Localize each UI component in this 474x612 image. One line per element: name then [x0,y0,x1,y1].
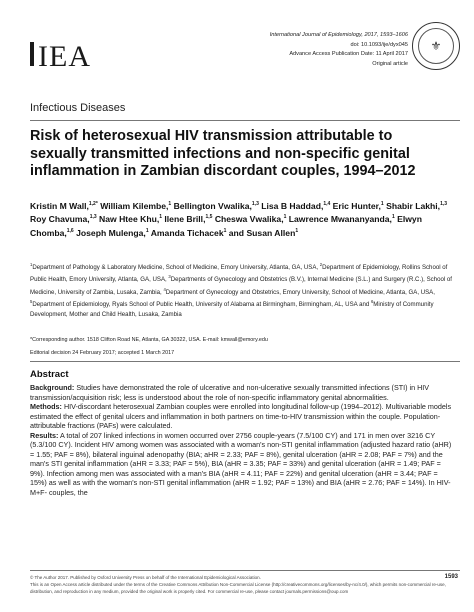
author-name: and Susan Allen [228,227,296,238]
abstract-divider [30,361,460,362]
affiliation-marker: 6 [370,299,374,305]
background-text: Studies have demonstrated the role of ulcerative and non-ulcerative sexually transmitted infections (STI) in HIV transmission/acquisition risk; less is understood about the role of non-specific inflammatory genital abnormalities. [30,383,430,402]
author-affiliation-marker: 1,2* [88,201,98,207]
author-affiliation-marker: 1 [159,214,162,221]
affiliation-marker: 1 [30,262,33,267]
license-text: This is an Open Access article distributed under the terms of the Creative Commons Attribution Non-Commercial License (http://creativecommons.org/licenses/by-nc/4.0/), which permits non-commercial re-use, distribution, and reproduction in any medium, provided the original work is properly cited. For commercial re-use, please contact journals.permissions@oup.com [30,582,446,595]
author-affiliation-marker: 1,5 [205,214,213,221]
university-seal-icon: ⚜ [412,22,460,70]
author-affiliation-marker: 1,6 [66,227,74,234]
abstract-background [30,383,455,402]
author-affiliation-marker: 1,3 [89,214,97,221]
affiliation-text: Departments of Gynecology and Obstetrics (B.V.), Internal Medicine (S.L.) and Surgery (R.C.), School of Medicine, University of Zambia, Lusaka, Zambia, [30,276,452,296]
author-name: Elwyn Chomba, [30,214,422,238]
doi[interactable]: doi: 10.1093/ije/dyx045 [350,41,408,48]
affiliation-marker: 4 [163,286,166,292]
affiliation-text: Ministry of Community Development, Mother and Child Health, Lusaka, Zambia [30,301,434,318]
section-divider [30,120,460,121]
results-text: A total of 207 linked infections in women occurred over 2756 couple-years (7.5/100 CY) and 171 in men over 3216 CY (5.3/100 CY). Incident HIV among women was associated with a woman's non-STI genital inflammation (adjusted hazard ratio (aHR) = 1.55; PAF = 8%), bilateral inguinal adenopathy (BIA; aHR = 2.33; PAF = 8%), genital ulceration (aHR = 2.08; PAF = 7%) and the man's STI genital inflammation (aHR = 3.33; PAF = 5%), BIA (aHR = 3.35; PAF = 33%) and genital ulceration (aHR = 1.49; PAF = 9%). Infection among men was associated with a man's BIA (aHR = 4.11; PAF = 22%) and genital ulceration (aHR = 3.44; PAF = 15%) as well as with the woman's non-STI genital inflammation (aHR = 1.92; PAF = 13%) and BIA (aHR = 2.76; PAF = 14%). In HIV-M+F- couples, the [30,430,452,497]
author-name: Amanda Tichacek [150,227,224,238]
author-name: Shabir Lakhi, [386,200,441,211]
abstract-body [30,383,455,497]
author-affiliation-marker: 1 [223,227,227,234]
author-name: Lawrence Mwananyanda, [288,214,392,225]
results-label: Results: [30,430,59,440]
background-label: Background: [30,383,75,392]
author-affiliation-marker: 1 [145,227,149,234]
author-name: Bellington Vwalika, [173,200,252,211]
journal-info [188,31,408,69]
journal-name: International Journal of Epidemiology, 2017, 1593–1606 [269,32,408,38]
affiliations [30,260,458,319]
affiliation-text: Department of Epidemiology, Rollins School of Public Health, Emory University, Atlanta, GA, USA, [30,264,448,284]
copyright: © The Author 2017. Published by Oxford University Press on behalf of the International Epidemiological Association. [30,575,261,580]
author-name: Joseph Mulenga, [76,227,146,238]
author-name: Kristin M Wall, [30,200,89,211]
author-name: Lisa B Haddad, [261,200,324,211]
author-name: William Kilembe, [100,200,169,211]
journal-logo [30,40,91,74]
author-affiliation-marker: 1 [168,201,172,207]
author-affiliation-marker: 1 [295,227,299,234]
author-affiliation-marker: 1 [391,214,395,221]
section-label: Infectious Diseases [30,102,126,114]
author-list [30,199,450,239]
author-name: Roy Chavuma, [30,214,90,225]
corresponding-author: *Corresponding author. 1518 Clifton Road NE, Atlanta, GA 30322, USA. E-mail: kmwall@emory.edu [30,337,268,343]
affiliation-text: Department of Pathology & Laboratory Medicine, School of Medicine, Emory University, Atlanta, GA, USA, [32,264,320,272]
affiliation-marker: 5 [30,299,33,305]
author-affiliation-marker: 1 [380,201,384,207]
author-name: Ilene Brill, [164,214,206,225]
abstract-heading: Abstract [30,369,69,380]
affiliation-marker: 2 [319,262,323,267]
advance-access-date: Advance Access Publication Date: 11 April 2017 [289,51,408,57]
editorial-decision: Editorial decision 24 February 2017; accepted 1 March 2017 [30,350,175,356]
methods-text: HIV-discordant heterosexual Zambian couples were enrolled into longitudinal follow-up (1994–2012). Multivariable models estimated the effect of genital ulcers and inflammation in both partners on time-to-HIV transmission within the couple. Population-attributable fractions (PAFs) were calculated. [30,402,452,430]
author-name: Naw Htee Khu, [99,214,160,225]
author-affiliation-marker: 1,3 [440,201,448,207]
affiliation-marker: 3 [168,274,171,280]
author-name: Cheswa Vwalika, [214,214,284,225]
author-affiliation-marker: 1 [283,214,287,221]
article-title: Risk of heterosexual HIV transmission attributable to sexually transmitted infections and non-specific genital inflammation in Zambian discordant couples, 1994–2012 [30,128,416,179]
article-type: Original article [372,60,408,67]
affiliation-text: Department of Gynecology and Obstetrics, Emory University, School of Medicine, Atlanta, GA, USA, [165,288,435,296]
affiliation-text: Department of Epidemiology, Ryals School of Public Health, University of Alabama at Birmingham, Birmingham, AL, USA and [32,301,371,309]
page-number: 1593 [444,574,458,580]
logo-bar-icon [30,42,34,66]
methods-label: Methods: [30,402,62,411]
footer [30,574,458,596]
author-affiliation-marker: 1,3 [251,201,259,207]
author-affiliation-marker: 1,4 [323,201,331,207]
author-name: Eric Hunter, [332,200,381,211]
abstract-results [30,431,455,498]
footer-divider [30,570,460,571]
abstract-methods [30,402,455,431]
logo-text: IEA [38,40,91,73]
